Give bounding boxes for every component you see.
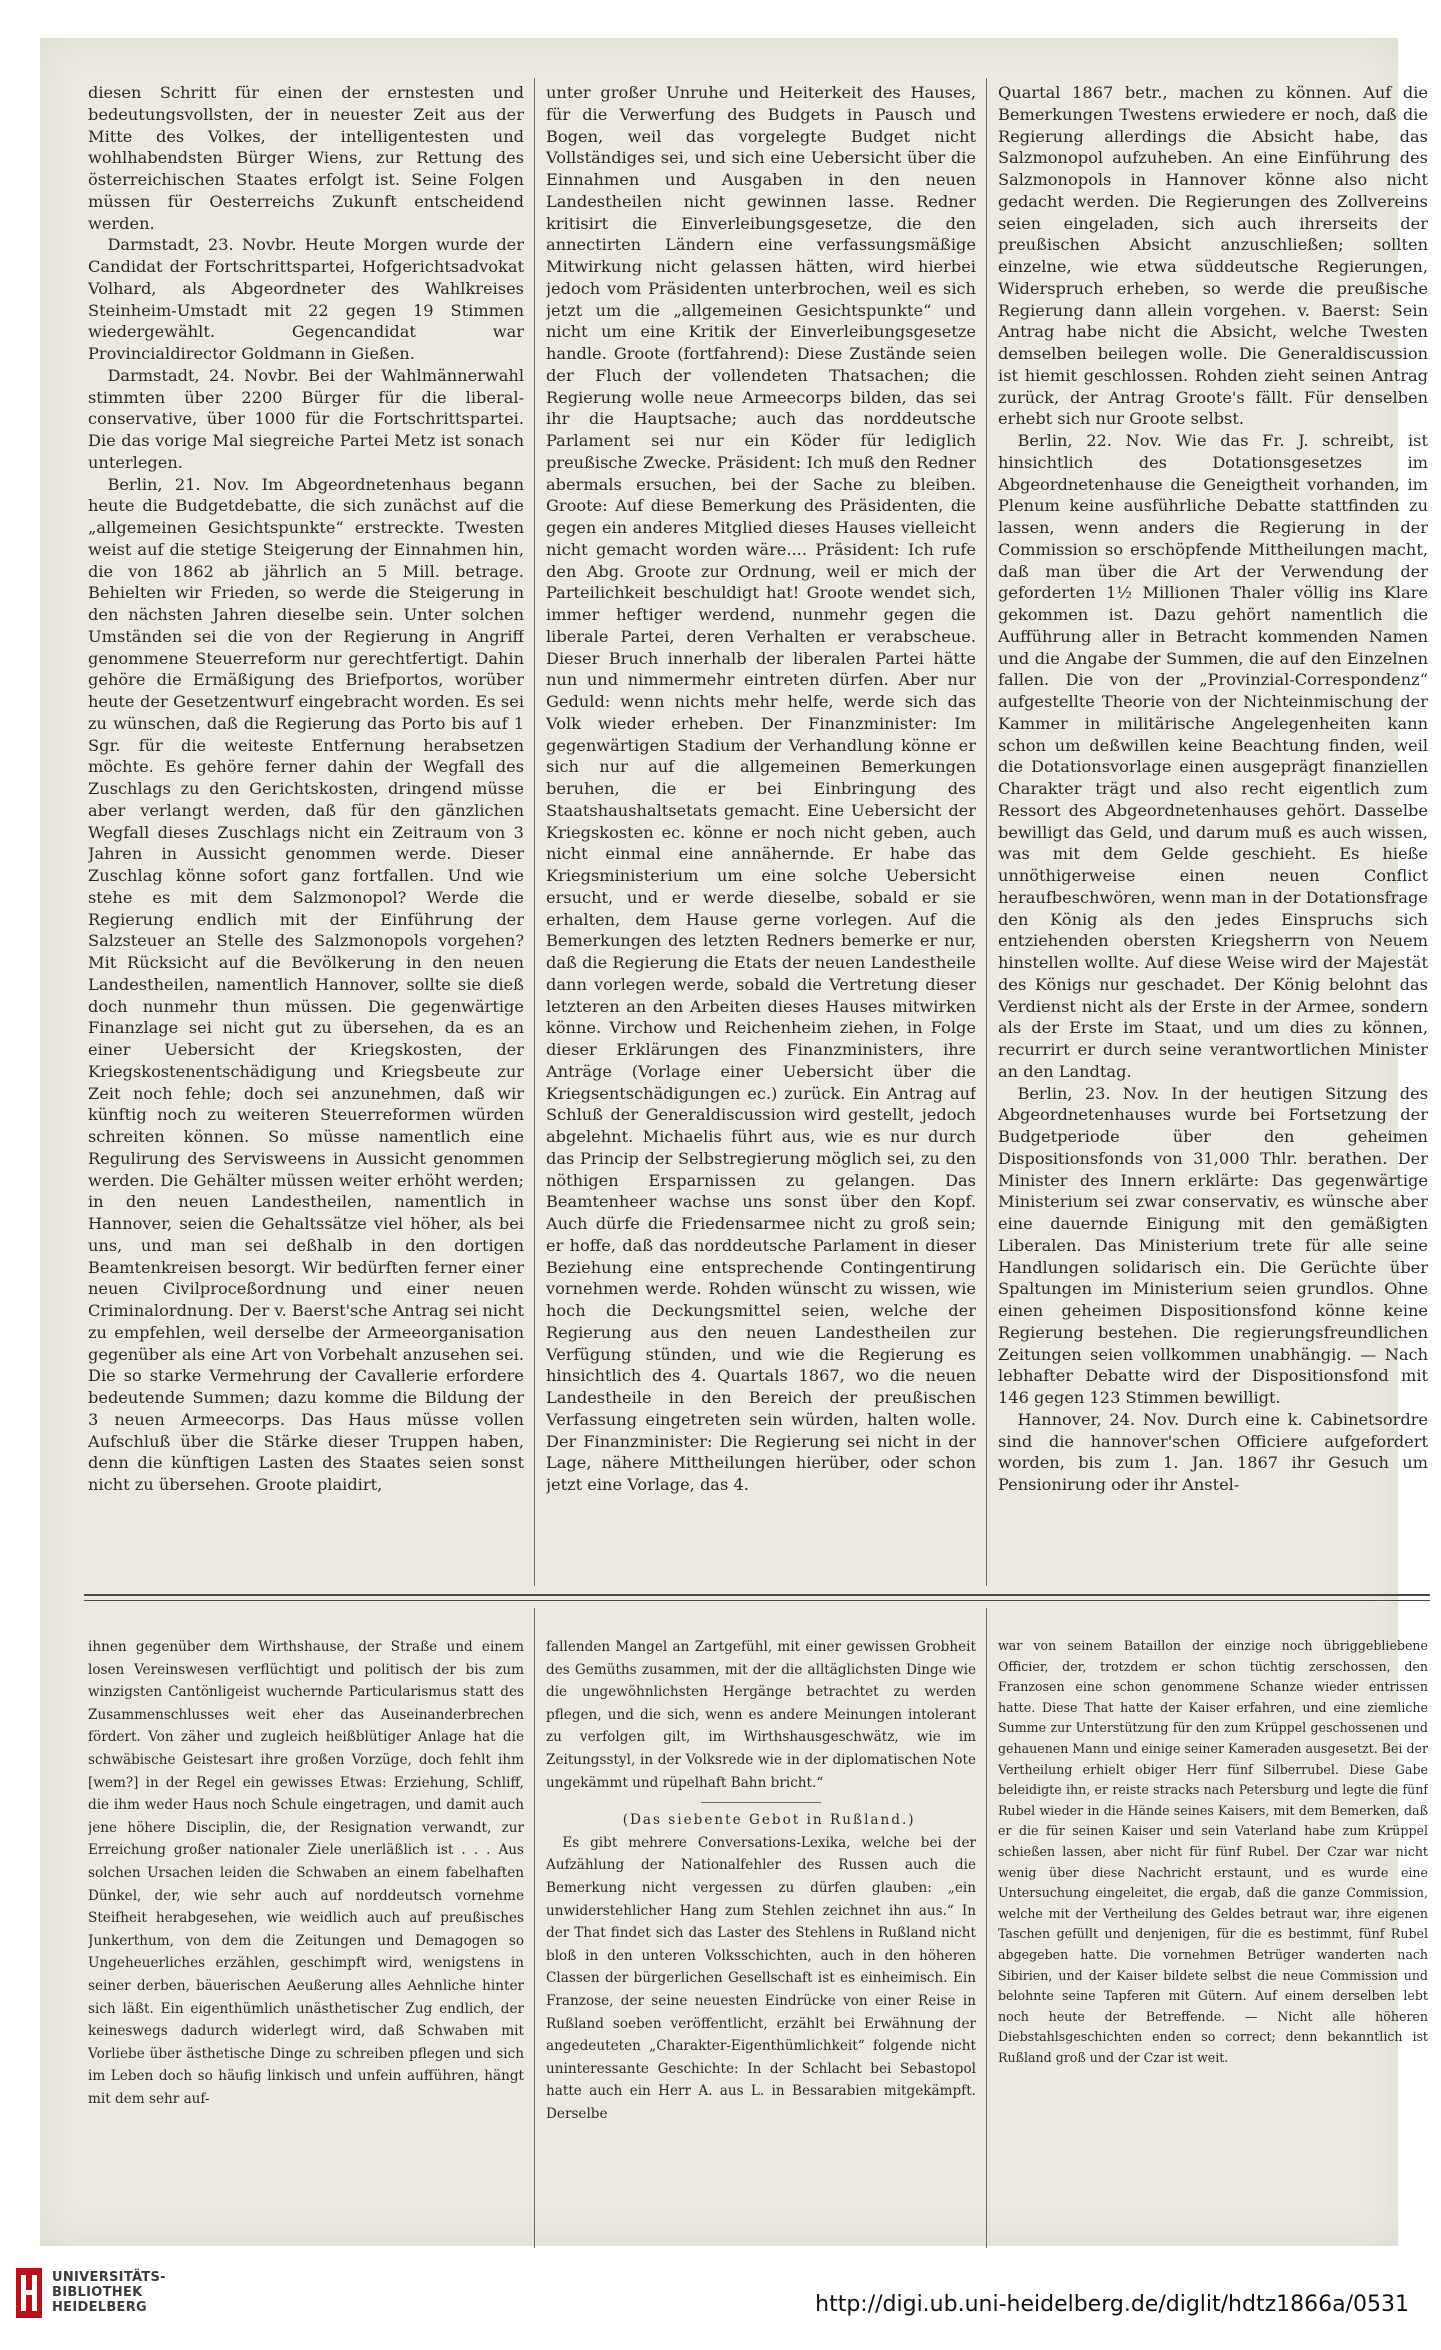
bottom-column-3 xyxy=(998,1636,1428,2266)
top-column-1 xyxy=(88,82,524,1582)
bottom-column-1 xyxy=(88,1636,524,2266)
feuilleton-paragraph: Es gibt mehrere Conversations-Lexika, welche bei der Aufzählung der Nationalfehler des Russen auch die Bemerkung nicht vergessen zu dürfen glauben: „ein unwiderstehlicher Hang zum Stehlen zeichnet ihn aus.“ In der That findet sich das Laster des Stehlens in Rußland nicht bloß in den unteren Volksschichten, auch in den höheren Classen der bürgerlichen Gesellschaft ist es einheimisch. Ein Franzose, der seine neuesten Eindrücke von einer Reise in Rußland soeben veröffentlicht, erzählt bei Erwähnung der angedeuteten „Charakter-Eigenthümlichkeit“ folgende nicht uninteressante Geschichte: In der Schlacht bei Sebastopol hatte auch ein Herr A. aus L. in Bessarabien mitgekämpft. Derselbe xyxy=(546,1834,976,2122)
article-paragraph: unter großer Unruhe und Heiterkeit des Hauses, für die Verwerfung des Budgets in Pausch und Bogen, weil das vorgelegte Budget nicht Vollständiges sei, und sich eine Uebersicht über die Einnahmen und Ausgaben in den neuen Landestheilen nicht gewinnen lasse. Redner kritisirt die Einverleibungsgesetze, die den annectirten Ländern eine verfassungsmäßige Mitwirkung nicht gelassen hätten, wird hierbei jedoch vom Präsidenten unterbrochen, weil es sich jetzt um die „allgemeinen Gesichtspunkte“ und nicht um eine Kritik der Einverleibungsgesetze handle. Groote (fortfahrend): Diese Zustände seien der Fluch der vollendeten Thatsachen; die Regierung wolle neue Armeecorps bilden, das sei ihr die Hauptsache; auch das norddeutsche Parlament sei nur ein Köder für lediglich preußische Zwecke. Präsident: Ich muß den Redner abermals ersuchen, bei der Sache zu bleiben. Groote: Auf diese Bemerkung des Präsidenten, die gegen ein anderes Mitglied dieses Hauses vielleicht nicht gemacht worden wäre.... Präsident: Ich rufe den Abg. Groote zur Ordnung, weil er mich der Parteilichkeit beschuldigt hat! Groote wendet sich, immer heftiger werdend, nunmehr gegen die liberale Partei, deren Verhalten er verabscheue. Dieser Bruch innerhalb der liberalen Partei hätte nun und nimmermehr eintreten dürfen. Aber nur Geduld: wenn nichts mehr helfe, werde sich das Volk wieder erheben. Der Finanzminister: Im gegenwärtigen Stadium der Verhandlung könne er sich nur auf die allgemeinen Bemerkungen beruhen, die er bei Einbringung des Staatshaushaltsetats gemacht. Eine Uebersicht der Kriegskosten ec. könne er noch nicht geben, auch nicht einmal eine annähernde. Er habe das Kriegsministerium um eine solche Uebersicht ersucht, und er werde dieselbe, sobald er sie erhalten, dem Hause gerne vorlegen. Auf die Bemerkungen des letzten Redners bemerke er nur, daß die Regierung die Etats der neuen Landestheile dann vorlegen werde, sobald die Vertretung dieser letzteren an den Arbeiten dieses Hauses mitwirken könne. Virchow und Reichenheim ziehen, in Folge dieser Erklärungen des Finanzministers, ihre Anträge (Vorlage einer Uebersicht über die Kriegsentschädigungen ec.) zurück. Ein Antrag auf Schluß der Generaldiscussion wird gestellt, jedoch abgelehnt. Michaelis führt aus, wie es nur durch das Princip der Selbstregierung möglich sei, zu den nöthigen Ersparnissen zu gelangen. Das Beamtenheer wachse uns sonst über den Kopf. Auch dürfe die Friedensarmee nicht zu groß sein; er hoffe, daß das norddeutsche Parlament in dieser Beziehung eine entsprechende Contingentirung vornehmen werde. Rohden wünscht zu wissen, wie hoch die Deckungsmittel seien, welche der Regierung aus den neuen Landestheilen zur Verfügung stünden, und wie die Regierung es hinsichtlich des 4. Quartals 1867, wo die neuen Landestheile in den Bereich der preußischen Verfassung eingetreten sein würden, halten wolle. Der Finanzminister: Die Regierung sei nicht in der Lage, nähere Mittheilungen hierüber, oder schon jetzt eine Vorlage, das 4. xyxy=(546,83,976,1494)
feuilleton-separator-rule xyxy=(84,1600,1430,1601)
logo-line: HEIDELBERG xyxy=(52,2300,148,2315)
university-library-logo-icon xyxy=(14,2266,44,2320)
article-paragraph: Hannover, 24. Nov. Durch eine k. Cabinetsordre sind die hannover'schen Officiere aufgefordert worden, bis zum 1. Jan. 1867 ihr Gesuch um Pensionirung oder ihr Anstel- xyxy=(998,1409,1428,1494)
feuilleton-paragraph: war von seinem Bataillon der einzige noch übriggebliebene Officier, der, trotzdem er schon tüchtig zerschossen, den Franzosen eine schon genommene Schanze wieder entrissen hatte. Diese That hatte der Kaiser erfahren, und eine ziemliche Summe zur Unterstützung für den zum Krüppel geschossenen und gehauenen Mann und einige seiner Kameraden ausgesetzt. Bei der Vertheilung erhielt obiger Herr fünf Silberrubel. Diese Gabe beleidigte ihn, er reiste stracks nach Petersburg und legte die fünf Rubel wieder in die Hände seines Kaisers, mit dem Bemerken, daß er die für seinen Kaiser und sein Vaterland habe zum Krüppel schießen lassen, aber nicht für fünf Rubel. Der Czar war nicht wenig über diese Nachricht erstaunt, und es wurde eine Untersuchung eingeleitet, die ergab, daß die ganze Commission, welche mit der Vertheilung des Geldes betraut war, ihre eigenen Taschen gefüllt und denjenigen, für die es bestimmt, fünf Rubel abgegeben hatte. Die vornehmen Betrüger wanderten nach Sibirien, und der Kaiser bildete selbst die neue Commission und belohnte seine Tapferen mit Gütern. Auf einem derselben lebt noch heute der Betreffende. — Nicht alle höheren Diebstahlsgeschichten enden so correct; denn bekanntlich ist Rußland groß und der Czar ist weit. xyxy=(998,1638,1428,2065)
logo-line: UNIVERSITÄTS- xyxy=(52,2270,166,2285)
feuilleton-paragraph: ihnen gegenüber dem Wirthshause, der Straße und einem losen Vereinswesen verflüchtigt und politisch der bis zum winzigsten Cantönligeist wuchernde Particularismus statt des Zusammenschlusses weit eher das Auseinanderbrechen fördert. Von zäher und zugleich heißblütiger Anlage hat die schwäbische Geistesart ihre großen Vorzüge, doch fehlt ihm [wem?] in der Regel ein gewisses Etwas: Erziehung, Schliff, die ihm weder Haus noch Schule eingetragen, und damit auch jene höhere Disciplin, die, der Resignation verwandt, zur Erreichung großer nationaler Ziele unerläßlich ist . . . Aus solchen Ursachen leiden die Schwaben an einem fabelhaften Dünkel, der, wie sehr auch auf norddeutsch vornehme Steifheit herabgesehen, wie weidlich auch auf preußisches Junkerthum, von dem die Zeitungen und Demagogen so Ungeheuerliches erzählen, geschimpft wird, wenigstens in seiner derben, bäuerischen Aeußerung alles Aehnliche hinter sich läßt. Ein eigenthümlich unästhetischer Zug endlich, der keineswegs dadurch widerlegt wird, daß Schwaben mit Vorliebe über ästhetische Dinge zu schreiben pflegen und sich im Leben doch so häufig linkisch und unfein aufführen, hängt mit dem sehr auf- xyxy=(88,1639,524,2107)
feuilleton-separator-rule xyxy=(84,1594,1430,1596)
top-column-3 xyxy=(998,82,1428,1582)
article-paragraph: diesen Schritt für einen der ernstesten und bedeutungsvollsten, der in neuester Zeit aus der Mitte des Volkes, der intelligentesten und wohlhabendsten Bürger Wiens, zur Rettung des österreichischen Staates erfolgt ist. Seine Folgen müssen für Oesterreichs Zukunft entscheidend werden. xyxy=(88,83,524,233)
column-divider xyxy=(986,1608,987,2248)
column-divider xyxy=(534,1608,535,2248)
article-paragraph: Darmstadt, 24. Novbr. Bei der Wahlmännerwahl stimmten über 2200 Bürger für die liberal-conservative, über 1000 für die Fortschrittspartei. Die das vorige Mal siegreiche Partei Metz ist sonach unterlegen. xyxy=(88,365,524,472)
newspaper-page xyxy=(40,38,1428,2246)
article-paragraph: Berlin, 23. Nov. In der heutigen Sitzung des Abgeordnetenhauses wurde bei Fortsetzung der Budgetperiode über den geheimen Dispositionsfonds von 31,000 Thlr. berathen. Der Minister des Innern erklärte: Das gegenwärtige Ministerium sei zwar conservativ, es wünsche aber eine dauernde Einigung mit den gemäßigten Liberalen. Das Ministerium trete für alle seine Handlungen solidarisch ein. Die Gerüchte über Spaltungen im Ministerium seien grundlos. Ohne einen geheimen Dispositionsfond könne keine Regierung bestehen. Die regierungsfreundlichen Zeitungen seien vollkommen unabhängig. — Nach lebhafter Debatte wird der Dispositionsfond mit 146 gegen 123 Stimmen bewilligt. xyxy=(998,1083,1428,1407)
top-column-2 xyxy=(546,82,976,1582)
feuilleton-paragraph: fallenden Mangel an Zartgefühl, mit einer gewissen Grobheit des Gemüths zusammen, mit der die alltäglichsten Dinge wie die ungewöhnlichsten Hergänge betrachtet zu werden pflegen, und die sich, wenn es andere Meinungen intolerant zu verfolgen gilt, im Wirthshausgeschwätz, wie im Zeitungsstyl, in der Volksrede wie in der diplomatischen Note ungekämmt und rüpelhaft Bahn bricht.“ xyxy=(546,1639,976,1791)
article-paragraph: Berlin, 21. Nov. Im Abgeordnetenhaus begann heute die Budgetdebatte, die sich zunächst auf die „allgemeinen Gesichtspunkte“ erstreckte. Twesten weist auf die stetige Steigerung der Einnahmen hin, die von 1862 ab jährlich an 5 Mill. betrage. Behielten wir Frieden, so werde die Steigerung in den nächsten Jahren dieselbe sein. Unter solchen Umständen sei die von der Regierung in Angriff genommene Steuerreform nur gerechtfertigt. Dahin gehöre die Ermäßigung des Briefportos, worüber heute der Gesetzentwurf eingebracht worden. Es sei zu wünschen, daß die Regierung das Porto bis auf 1 Sgr. für die weiteste Entfernung herabsetzen möchte. Es gehöre ferner dahin der Wegfall des Zuschlags zu den Gerichtskosten, dringend müsse aber verlangt werden, daß für den gänzlichen Wegfall dieses Zuschlags nicht ein Zeitraum von 3 Jahren in Aussicht genommen werde. Dieser Zuschlag könne sofort ganz fortfallen. Und wie stehe es mit dem Salzmonopol? Werde die Regierung endlich mit der Einführung der Salzsteuer an Stelle des Salzmonopols vorgehen? Mit Rücksicht auf die Bevölkerung in den neuen Landestheilen, namentlich Hannover, sollte sie dieß doch nunmehr thun müssen. Die gegenwärtige Finanzlage sei nicht gut zu übersehen, da es an einer Uebersicht der Kriegskosten, der Kriegskostenentschädigung und Kriegsbeute zur Zeit noch fehle; doch sei anzunehmen, daß wir künftig noch zu weiteren Steuerreformen würden schreiten können. So müsse namentlich eine Regulirung des Servisweens in Aussicht genommen werden. Die Gehälter müssen weiter erhöht werden; in den neuen Landestheilen, namentlich in Hannover, seien die Gehaltssätze viel höher, als bei uns, und man sei deßhalb in den dortigen Beamtenkreisen besorgt. Wir bedürften ferner einer neuen Civilproceßordnung und einer neuen Criminalordnung. Der v. Baerst'sche Antrag sei nicht zu empfehlen, weil derselbe der Armeeorganisation gegenüber als eine Art von Vorbehalt anzusehen sei. Die so starke Vermehrung der Cavallerie erfordere bedeutende Summen; dazu komme die Bildung der 3 neuen Armeecorps. Das Haus müsse vollen Aufschluß über die Stärke dieser Truppen haben, denn die künftigen Lasten des Staates seien sonst nicht zu übersehen. Groote plaidirt, xyxy=(88,474,524,1494)
article-paragraph: Darmstadt, 23. Novbr. Heute Morgen wurde der Candidat der Fortschrittspartei, Hofgerichtsadvokat Volhard, als Abgeordneter des Wahlkreises Steinheim-Umstadt mit 22 gegen 19 Stimmen wiedergewählt. Gegencandidat war Provincialdirector Goldmann in Gießen. xyxy=(88,235,524,363)
document-url-link[interactable]: http://digi.ub.uni-heidelberg.de/diglit/hdtz1866a/0531 xyxy=(815,2292,1409,2317)
library-logo-text xyxy=(52,2270,166,2315)
column-divider xyxy=(534,78,535,1586)
logo-line: BIBLIOTHEK xyxy=(52,2285,143,2300)
column-divider xyxy=(986,78,987,1586)
section-heading: (Das siebente Gebot in Rußland.) xyxy=(622,1812,916,1829)
article-paragraph: Berlin, 22. Nov. Wie das Fr. J. schreibt, ist hinsichtlich des Dotationsgesetzes im Abgeordnetenhause die Geneigtheit vorhanden, im Plenum keine ausführliche Debatte stattfinden zu lassen, wenn anders die Regierung in der Commission so erschöpfende Mittheilungen macht, daß man über die Art der Verwendung der geforderten 1½ Millionen Thaler völlig ins Klare gekommen ist. Dazu gehört namentlich die Aufführung aller in Betracht kommenden Namen und die Angabe der Summen, die auf den Einzelnen fallen. Die von der „Provinzial-Correspondenz“ aufgestellte Theorie von der Nichteinmischung der Kammer in militärische Angelegenheiten kann schon um deßwillen keine Beachtung finden, weil die Dotationsvorlage einen ausgeprägt finanziellen Charakter trägt und also recht eigentlich zum Ressort des Abgeordnetenhauses gehört. Dasselbe bewilligt das Geld, und darum muß es auch wissen, was mit dem Gelde geschieht. Es hieße unnöthigerweise einen neuen Conflict heraufbeschwören, wenn man in der Dotationsfrage den König als den jedes Einspruchs sich entziehenden obersten Kriegsherrn von Neuem hinstellen wollte. Auf diese Weise wird der Majestät des Königs nur geschadet. Der König belohnt das Verdienst nicht als der Erste in der Armee, sondern als der Erste im Staat, und um dies zu können, recurrirt er durch seine verantwortlichen Minister an den Landtag. xyxy=(998,431,1428,1081)
bottom-column-2 xyxy=(546,1636,976,2266)
viewer-footer xyxy=(0,2250,1441,2350)
article-paragraph: Quartal 1867 betr., machen zu können. Auf die Bemerkungen Twestens erwiedere er noch, daß die Regierung allerdings die Absicht habe, das Salzmonopol aufzuheben. An eine Einführung des Salzmonopols in Hannover könne also nicht gedacht werden. Die Regierungen des Zollvereins seien eingeladen, sich auch ihrerseits der preußischen Absicht anzuschließen; sollten einzelne, wie etwa süddeutsche Regierungen, Widerspruch erheben, so werde die preußische Regierung dann allein vorgehen. v. Baerst: Sein Antrag habe nicht die Absicht, welche Twesten demselben beilegen wolle. Die Generaldiscussion ist hiemit geschlossen. Rohden zieht seinen Antrag zurück, der Antrag Groote's fällt. Für denselben erhebt sich nur Groote selbst. xyxy=(998,83,1428,429)
section-divider xyxy=(701,1802,821,1803)
